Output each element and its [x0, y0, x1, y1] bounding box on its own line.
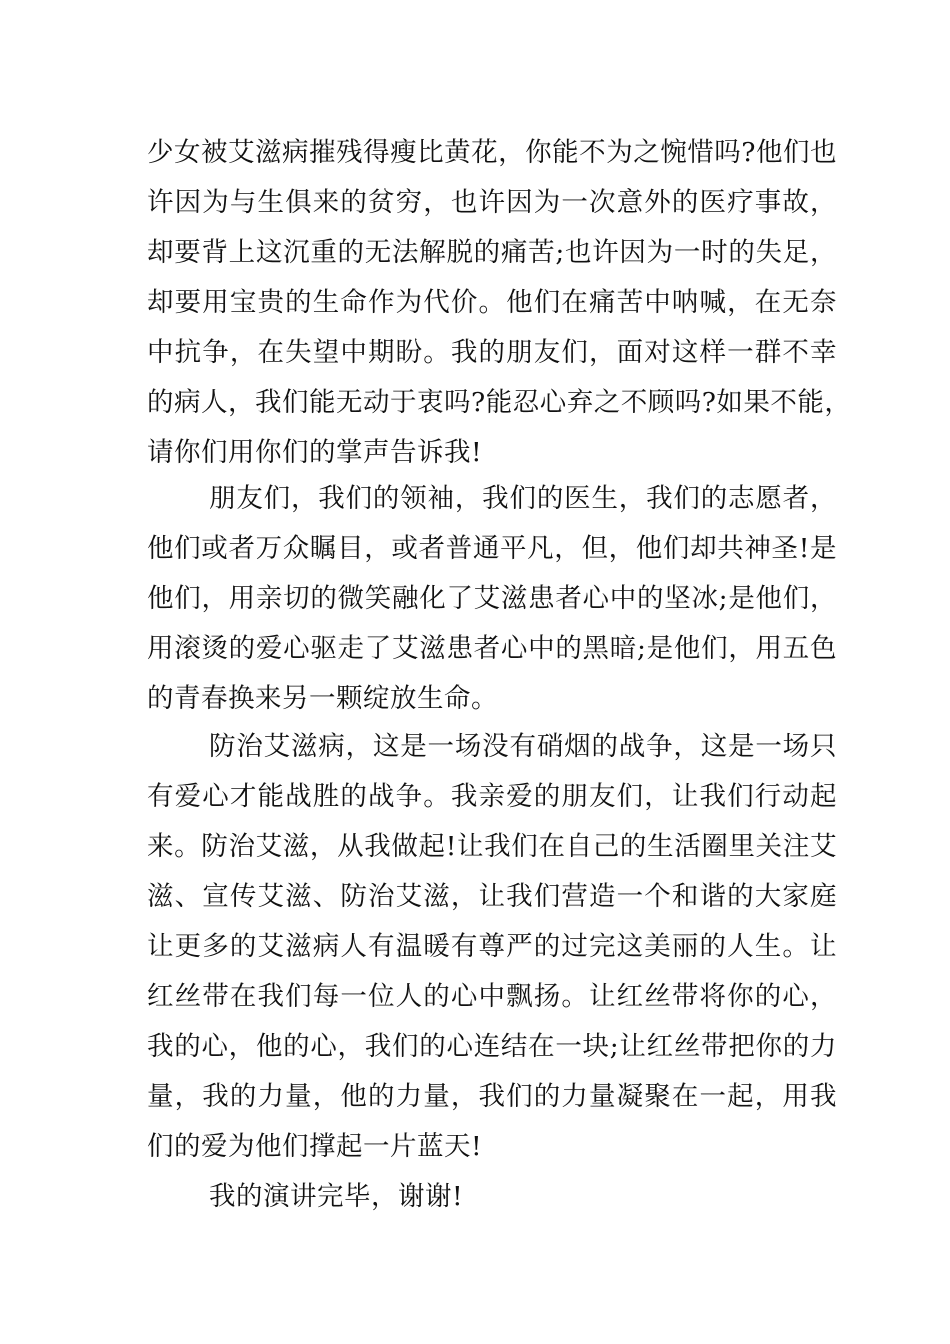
paragraph-line: 让更多的艾滋病人有温暖有尊严的过完这美丽的人生。让 [147, 931, 837, 962]
paragraph-line: 许因为与生俱来的贫穷，也许因为一次意外的医疗事故， [147, 187, 837, 218]
paragraph-line: 的病人，我们能无动于衷吗?能忍心弃之不顾吗?如果不能， [147, 387, 852, 418]
paragraph-line: 却要用宝贵的生命作为代价。他们在痛苦中呐喊，在无奈 [147, 287, 837, 318]
paragraph-line: 们的爱为他们撑起一片蓝天! [147, 1131, 483, 1162]
paragraph-2 [147, 474, 837, 724]
paragraph-line: 有爱心才能战胜的战争。我亲爱的朋友们，让我们行动起 [147, 781, 837, 812]
paragraph-line: 他们，用亲切的微笑融化了艾滋患者心中的坚冰;是他们， [147, 583, 837, 614]
paragraph-4 [147, 1172, 837, 1222]
paragraph-line: 红丝带在我们每一位人的心中飘扬。让红丝带将你的心， [147, 981, 837, 1012]
paragraph-line: 少女被艾滋病摧残得瘦比黄花，你能不为之惋惜吗?他们也 [147, 137, 837, 168]
paragraph-line: 滋、宣传艾滋、防治艾滋，让我们营造一个和谐的大家庭 [147, 881, 837, 912]
paragraph-line: 防治艾滋病，这是一场没有硝烟的战争，这是一场只 [209, 731, 837, 762]
paragraph-line: 他们或者万众瞩目，或者普通平凡，但，他们却共神圣!是 [147, 533, 837, 564]
paragraph-line: 量，我的力量，他的力量，我们的力量凝聚在一起，用我 [147, 1081, 837, 1112]
paragraph-line: 请你们用你们的掌声告诉我! [147, 437, 483, 468]
paragraph-line: 朋友们，我们的领袖，我们的医生，我们的志愿者， [209, 483, 837, 514]
paragraph-line: 我的心，他的心，我们的心连结在一块;让红丝带把你的力 [147, 1031, 837, 1062]
paragraph-1 [147, 128, 852, 478]
paragraph-line: 来。防治艾滋，从我做起!让我们在自己的生活圈里关注艾 [147, 831, 837, 862]
paragraph-line: 用滚烫的爱心驱走了艾滋患者心中的黑暗;是他们，用五色 [147, 633, 837, 664]
paragraph-line: 的青春换来另一颗绽放生命。 [147, 683, 498, 714]
closing-line: 我的演讲完毕，谢谢! [209, 1181, 464, 1212]
paragraph-line: 却要背上这沉重的无法解脱的痛苦;也许因为一时的失足， [147, 237, 837, 268]
paragraph-3 [147, 722, 837, 1172]
paragraph-line: 中抗争，在失望中期盼。我的朋友们，面对这样一群不幸 [147, 337, 837, 368]
